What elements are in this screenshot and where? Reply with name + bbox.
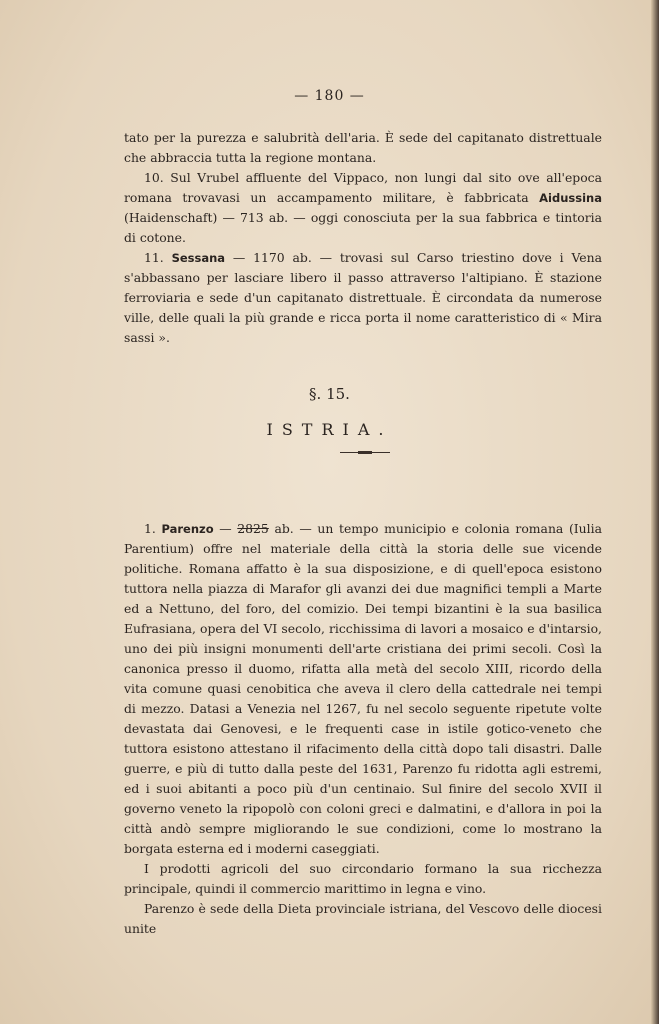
text-run: ab. — un tempo municipio e colonia romana (Iulia Parentium) offre nel materiale della città la storia delle sue vicende politiche. Romana affatto è la sua disposizione, e di quell'epoca esistono tuttora nella piazza di Marafor gli avanzi dei due magnifici templi a Marte ed a Nettuno, del foro, del comizio. Dei tempi bizantini è la sua basilica Eufrasiana, opera del VI secolo, ricchissima di lavori a mosaico e d'intarsio, uno dei più insigni monumenti dell'arte cristiana dei primi secoli. Così la canonica presso il duomo, rifatta alla metà del secolo XIII, ricordo della vita comune quasi cenobitica che aveva il clero della cattedrale nei tempi di mezzo. Datasi a Venezia nel 1267, fu nel secolo seguente ripetute volte devastata dai Genovesi, e le frequenti case in istile gotico-veneto che tuttora esistono attestano il rifacimento della città dopo tali disastri. Dalle guerre, e più di tutto dalla peste del 1631, Parenzo fu ridotta agli estremi, ed i suoi abitanti a poco più d'un centinaio. Sul finire del secolo XVII il governo veneto la ripopolò con coloni greci e dalmatini, e d'allora in poi la città andò sempre migliorando le sue condizioni, come lo mostrano la borgata esterna ed i moderni caseggiati. (124, 521, 602, 856)
struck-population: 2825 (237, 521, 269, 536)
text-run: 11. (144, 250, 172, 265)
text-run: 10. Sul Vrubel affluente del Vippaco, non lungi dal sito ove all'epoca romana trovavasi un accampamento militare, è fabbricata (124, 170, 602, 205)
section-number: §. 15. (309, 385, 350, 403)
top-text-block (124, 128, 602, 348)
section-title: ISTRIA. (266, 420, 393, 439)
section-divider (340, 452, 390, 453)
paragraph-item-11 (124, 248, 602, 348)
paragraph-item-1 (124, 519, 602, 859)
istria-text-block (124, 519, 602, 939)
paragraph: I prodotti agricoli del suo circondario formano la sua ricchezza principale, quindi il commercio marittimo in legna e vino. (124, 861, 602, 896)
text-run: (Haidenschaft) — 713 ab. — oggi conosciuta per la sua fabbrica e tintoria di cotone. (124, 210, 602, 245)
text-run: 1. (144, 521, 162, 536)
paragraph: tato per la purezza e salubrità dell'aria. È sede del capitanato distrettuale che abbraccia tutta la regione montana. (124, 130, 602, 165)
paragraph: Parenzo è sede della Dieta provinciale istriana, del Vescovo delle diocesi unite (124, 901, 602, 936)
paragraph-item-10 (124, 168, 602, 248)
page-edge (651, 0, 659, 1024)
place-name-aidussina: Aidussina (539, 191, 602, 205)
place-name-parenzo: Parenzo (161, 522, 214, 536)
page-number: — 180 — (294, 88, 365, 104)
text-run: — 1170 ab. — trovasi sul Carso triestino dove i Vena s'abbassano per lasciare libero il passo attraverso l'altipiano. È stazione ferroviaria e sede d'un capitanato distrettuale. È circondata da numerose ville, delle quali la più grande e ricca porta il nome caratteristico di « Mira sassi ». (124, 250, 603, 345)
place-name-sessana: Sessana (171, 251, 226, 265)
text-run: — (213, 521, 238, 536)
